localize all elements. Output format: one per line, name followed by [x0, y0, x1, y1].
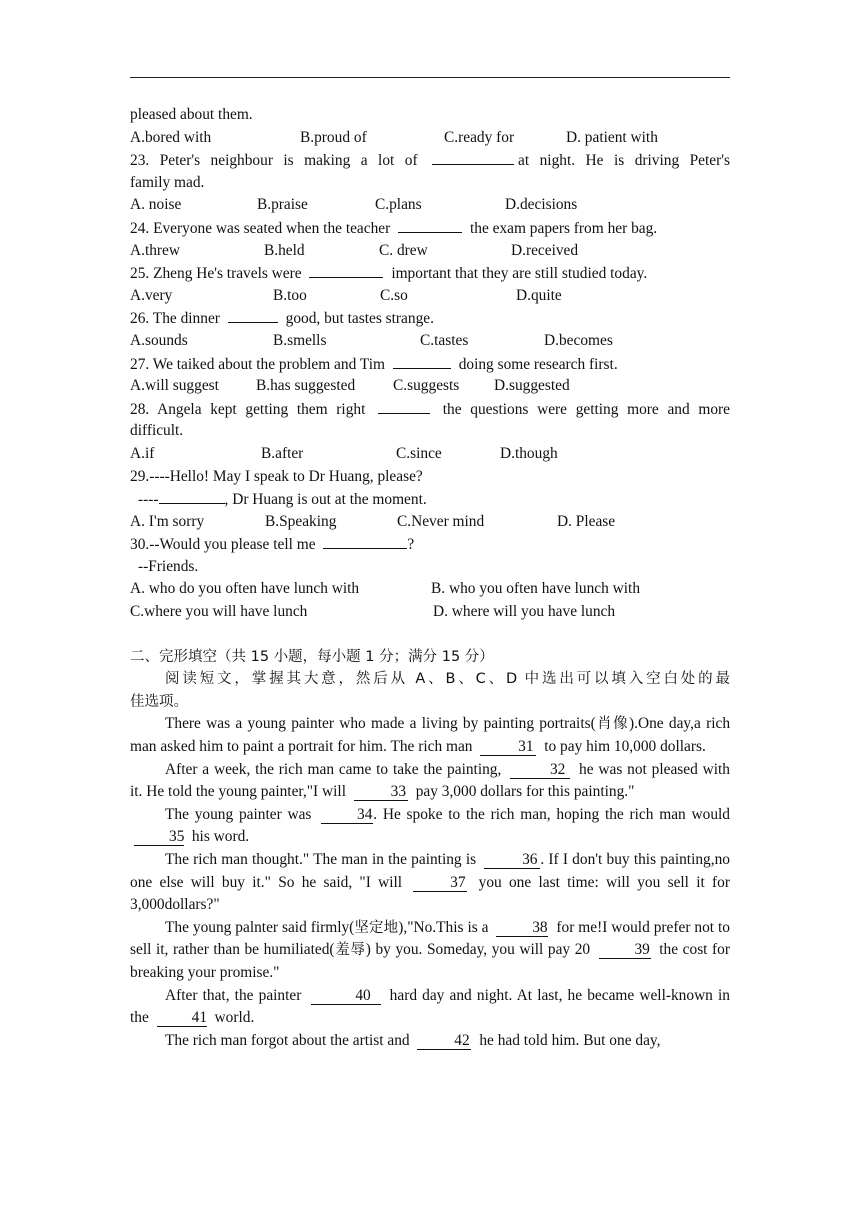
q23-option-b: B.praise [257, 196, 308, 214]
passage-paragraph-2: After a week, the rich man came to take the painting, 32 he was not pleased with it. He told the young painter,"I will 33 pay 3,000 dollars for this painting." [130, 760, 730, 801]
q24-option-a: A.threw [130, 241, 181, 259]
q26-option-a: A.sounds [130, 331, 188, 349]
passage-paragraph-7: The rich man forgot about the artist and 42 he had told him. But one day, [165, 1031, 661, 1049]
q24-option-d: D.received [511, 241, 579, 259]
q24-options [130, 240, 730, 263]
q29-option-b: B.Speaking [265, 512, 337, 530]
q26-option-b: B.smells [273, 331, 327, 349]
q24-option-c: C. drew [379, 241, 428, 259]
q30-reply: --Friends. [138, 557, 199, 575]
answer-blank [378, 398, 430, 414]
q29-options [130, 511, 730, 534]
q22-option-c: C.ready for [444, 128, 515, 146]
cloze-blank-41: 41 [157, 1009, 207, 1027]
section-2-heading: 二、完形填空（共 15 小题，每小题 1 分；满分 15 分） [130, 648, 494, 665]
cloze-blank-38: 38 [496, 919, 548, 937]
passage-paragraph-6: After that, the painter 40 hard day and night. At last, he became well-known in the 41 world. [130, 986, 730, 1027]
cloze-blank-36: 36 [484, 851, 540, 869]
q23-options [130, 194, 730, 217]
cloze-blank-31: 31 [480, 738, 536, 756]
q27-stem: 27. We taiked about the problem and Tim doing some research first. [130, 353, 730, 376]
answer-blank [228, 307, 278, 323]
cloze-blank-35: 35 [134, 828, 184, 846]
q22-option-d: D. patient with [566, 128, 658, 146]
q30-option-b: B. who you often have lunch with [431, 580, 641, 598]
cloze-blank-32: 32 [510, 761, 570, 779]
q30-option-a: A. who do you often have lunch with [130, 580, 360, 598]
q28-option-b: B.after [261, 444, 304, 462]
answer-blank [393, 353, 451, 369]
q24-stem: 24. Everyone was seated when the teacher the exam papers from her bag. [130, 217, 730, 240]
q29-option-a: A. I'm sorry [130, 512, 205, 530]
answer-blank [432, 149, 514, 165]
section-gap [130, 624, 730, 646]
cloze-blank-40: 40 [311, 987, 381, 1005]
q27-option-c: C.suggests [393, 377, 460, 395]
cloze-blank-34: 34 [321, 806, 373, 824]
q27-option-a: A.will suggest [130, 377, 219, 395]
q25-option-a: A.very [130, 286, 173, 304]
passage-paragraph-1: There was a young painter who made a living by painting portraits(肖像).One day,a rich man asked him to paint a portrait for him. The rich man 31 to pay him 10,000 dollars. [130, 715, 731, 756]
q25-option-c: C.so [380, 286, 408, 304]
q22-options [130, 127, 730, 150]
cloze-blank-42: 42 [417, 1032, 471, 1050]
cloze-blank-39: 39 [599, 941, 651, 959]
q28-option-c: C.since [396, 444, 442, 462]
q28-option-a: A.if [130, 444, 155, 462]
q28-stem: 28. Angela kept getting them right the questions were getting more and more [130, 398, 730, 421]
q30-option-c: C.where you will have lunch [130, 603, 308, 621]
cloze-blank-37: 37 [413, 874, 467, 892]
section-2-instructions-cont: 佳选项。 [130, 693, 188, 710]
cloze-blank-33: 33 [354, 783, 408, 801]
q24-option-b: B.held [264, 241, 305, 259]
q30-stem: 30.--Would you please tell me ? [130, 533, 730, 556]
q25-option-b: B.too [273, 286, 307, 304]
section-2-instructions: 阅读短文，掌握其大意，然后从 A、B、C、D 中选出可以填入空白处的最 [165, 671, 730, 688]
q30-options-cd [130, 601, 730, 624]
q23-stem-cont: family mad. [130, 173, 205, 191]
q29-option-c: C.Never mind [397, 512, 485, 530]
q23-option-c: C.plans [375, 196, 422, 214]
q29-reply: ---- , Dr Huang is out at the moment. [130, 488, 730, 511]
q25-stem: 25. Zheng He's travels were important that they are still studied today. [130, 262, 730, 285]
passage-paragraph-4: The rich man thought." The man in the painting is 36 . If I don't buy this painting,no one else will buy it." So he said, "I will 37 you one last time: will you sell it for 3,000dollars?" [130, 851, 730, 914]
q26-option-c: C.tastes [420, 331, 469, 349]
header-rule [130, 77, 730, 78]
answer-blank [309, 262, 383, 278]
q26-options [130, 330, 730, 353]
q25-option-d: D.quite [516, 286, 562, 304]
q26-option-d: D.becomes [544, 331, 613, 349]
answer-blank [159, 488, 225, 504]
q25-options [130, 285, 730, 308]
q26-stem: 26. The dinner good, but tastes strange. [130, 307, 730, 330]
q28-option-d: D.though [500, 444, 558, 462]
q28-options [130, 443, 730, 466]
passage-paragraph-3: The young painter was 34. He spoke to the rich man, hoping the rich man would 35 his word. [130, 804, 730, 849]
q23-stem: 23. Peter's neighbour is making a lot of at night. He is driving Peter's [130, 149, 730, 172]
q30-option-d: D. where will you have lunch [433, 603, 616, 621]
q28-stem-cont: difficult. [130, 422, 184, 440]
q22-tail: pleased about them. [130, 106, 253, 123]
passage-paragraph-5: The young palnter said firmly(坚定地),"No.This is a 38 for me!I would prefer not to sell it, rather than be humiliated(羞辱) by you. Someday, you will pay 20 39 the cost for breaking your promise." [130, 918, 730, 981]
q30-options-ab [130, 578, 730, 601]
q23-option-d: D.decisions [505, 196, 578, 214]
q27-option-d: D.suggested [494, 377, 570, 395]
q27-option-b: B.has suggested [256, 377, 356, 395]
q29-stem: 29.----Hello! May I speak to Dr Huang, please? [130, 467, 423, 485]
answer-blank [323, 533, 407, 549]
document-body [130, 104, 730, 1052]
q29-option-d: D. Please [557, 512, 616, 530]
answer-blank [398, 217, 462, 233]
q22-option-b: B.proud of [300, 128, 367, 146]
q27-options [130, 375, 730, 398]
q23-option-a: A. noise [130, 196, 182, 214]
q22-option-a: A.bored with [130, 128, 212, 146]
